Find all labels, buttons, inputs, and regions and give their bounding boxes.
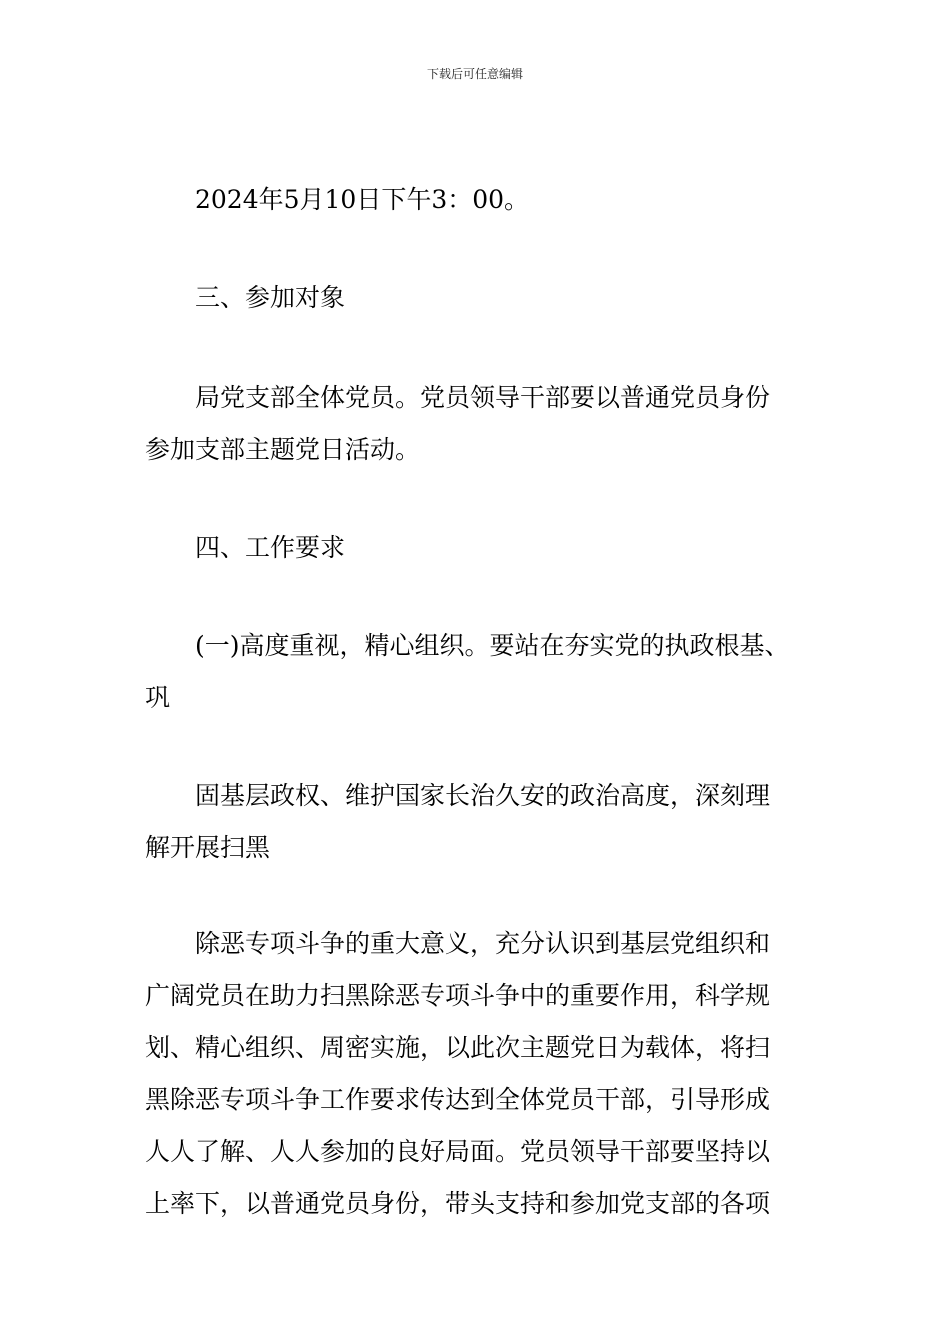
text-line: 上率下，以普通党员身份，带头支持和参加党支部的各项 — [145, 1189, 771, 1218]
text-line: 三、参加对象 — [195, 283, 346, 312]
section-heading-requirements — [145, 522, 810, 574]
text-line: 局党支部全体党员。党员领导干部要以普通党员身份 — [195, 383, 771, 412]
page-header: 下载后可任意编辑 — [426, 67, 523, 81]
text-line: 参加支部主题党日活动。 — [145, 435, 421, 464]
paragraph-continuation-1 — [145, 770, 810, 874]
text-line: 划、精心组织、周密实施，以此次主题党日为载体，将扫 — [145, 1033, 771, 1062]
text-line: 巩 — [145, 683, 171, 712]
text-line: 黑除恶专项斗争工作要求传达到全体党员干部，引导形成 — [145, 1085, 771, 1114]
text-line: 除恶专项斗争的重大意义，充分认识到基层党组织和 — [195, 929, 771, 958]
text-line: 四、工作要求 — [195, 533, 346, 562]
text-line: 2024年5月10日下午3：00。 — [195, 185, 530, 214]
section-heading-participants — [145, 272, 810, 324]
text-line: 解开展扫黑 — [145, 833, 271, 862]
text-line: 人人了解、人人参加的良好局面。党员领导干部要坚持以 — [145, 1137, 771, 1166]
text-line: 广阔党员在助力扫黑除恶专项斗争中的重要作用，科学规 — [145, 981, 771, 1010]
text-line: 固基层政权、维护国家长治久安的政治高度，深刻理 — [195, 781, 771, 810]
text-line: (一)高度重视，精心组织。要站在夯实党的执政根基、 — [195, 631, 790, 660]
paragraph-requirement-1 — [145, 620, 810, 724]
paragraph-continuation-2 — [145, 918, 810, 1230]
paragraph-date — [145, 174, 810, 226]
paragraph-participants — [145, 372, 810, 476]
